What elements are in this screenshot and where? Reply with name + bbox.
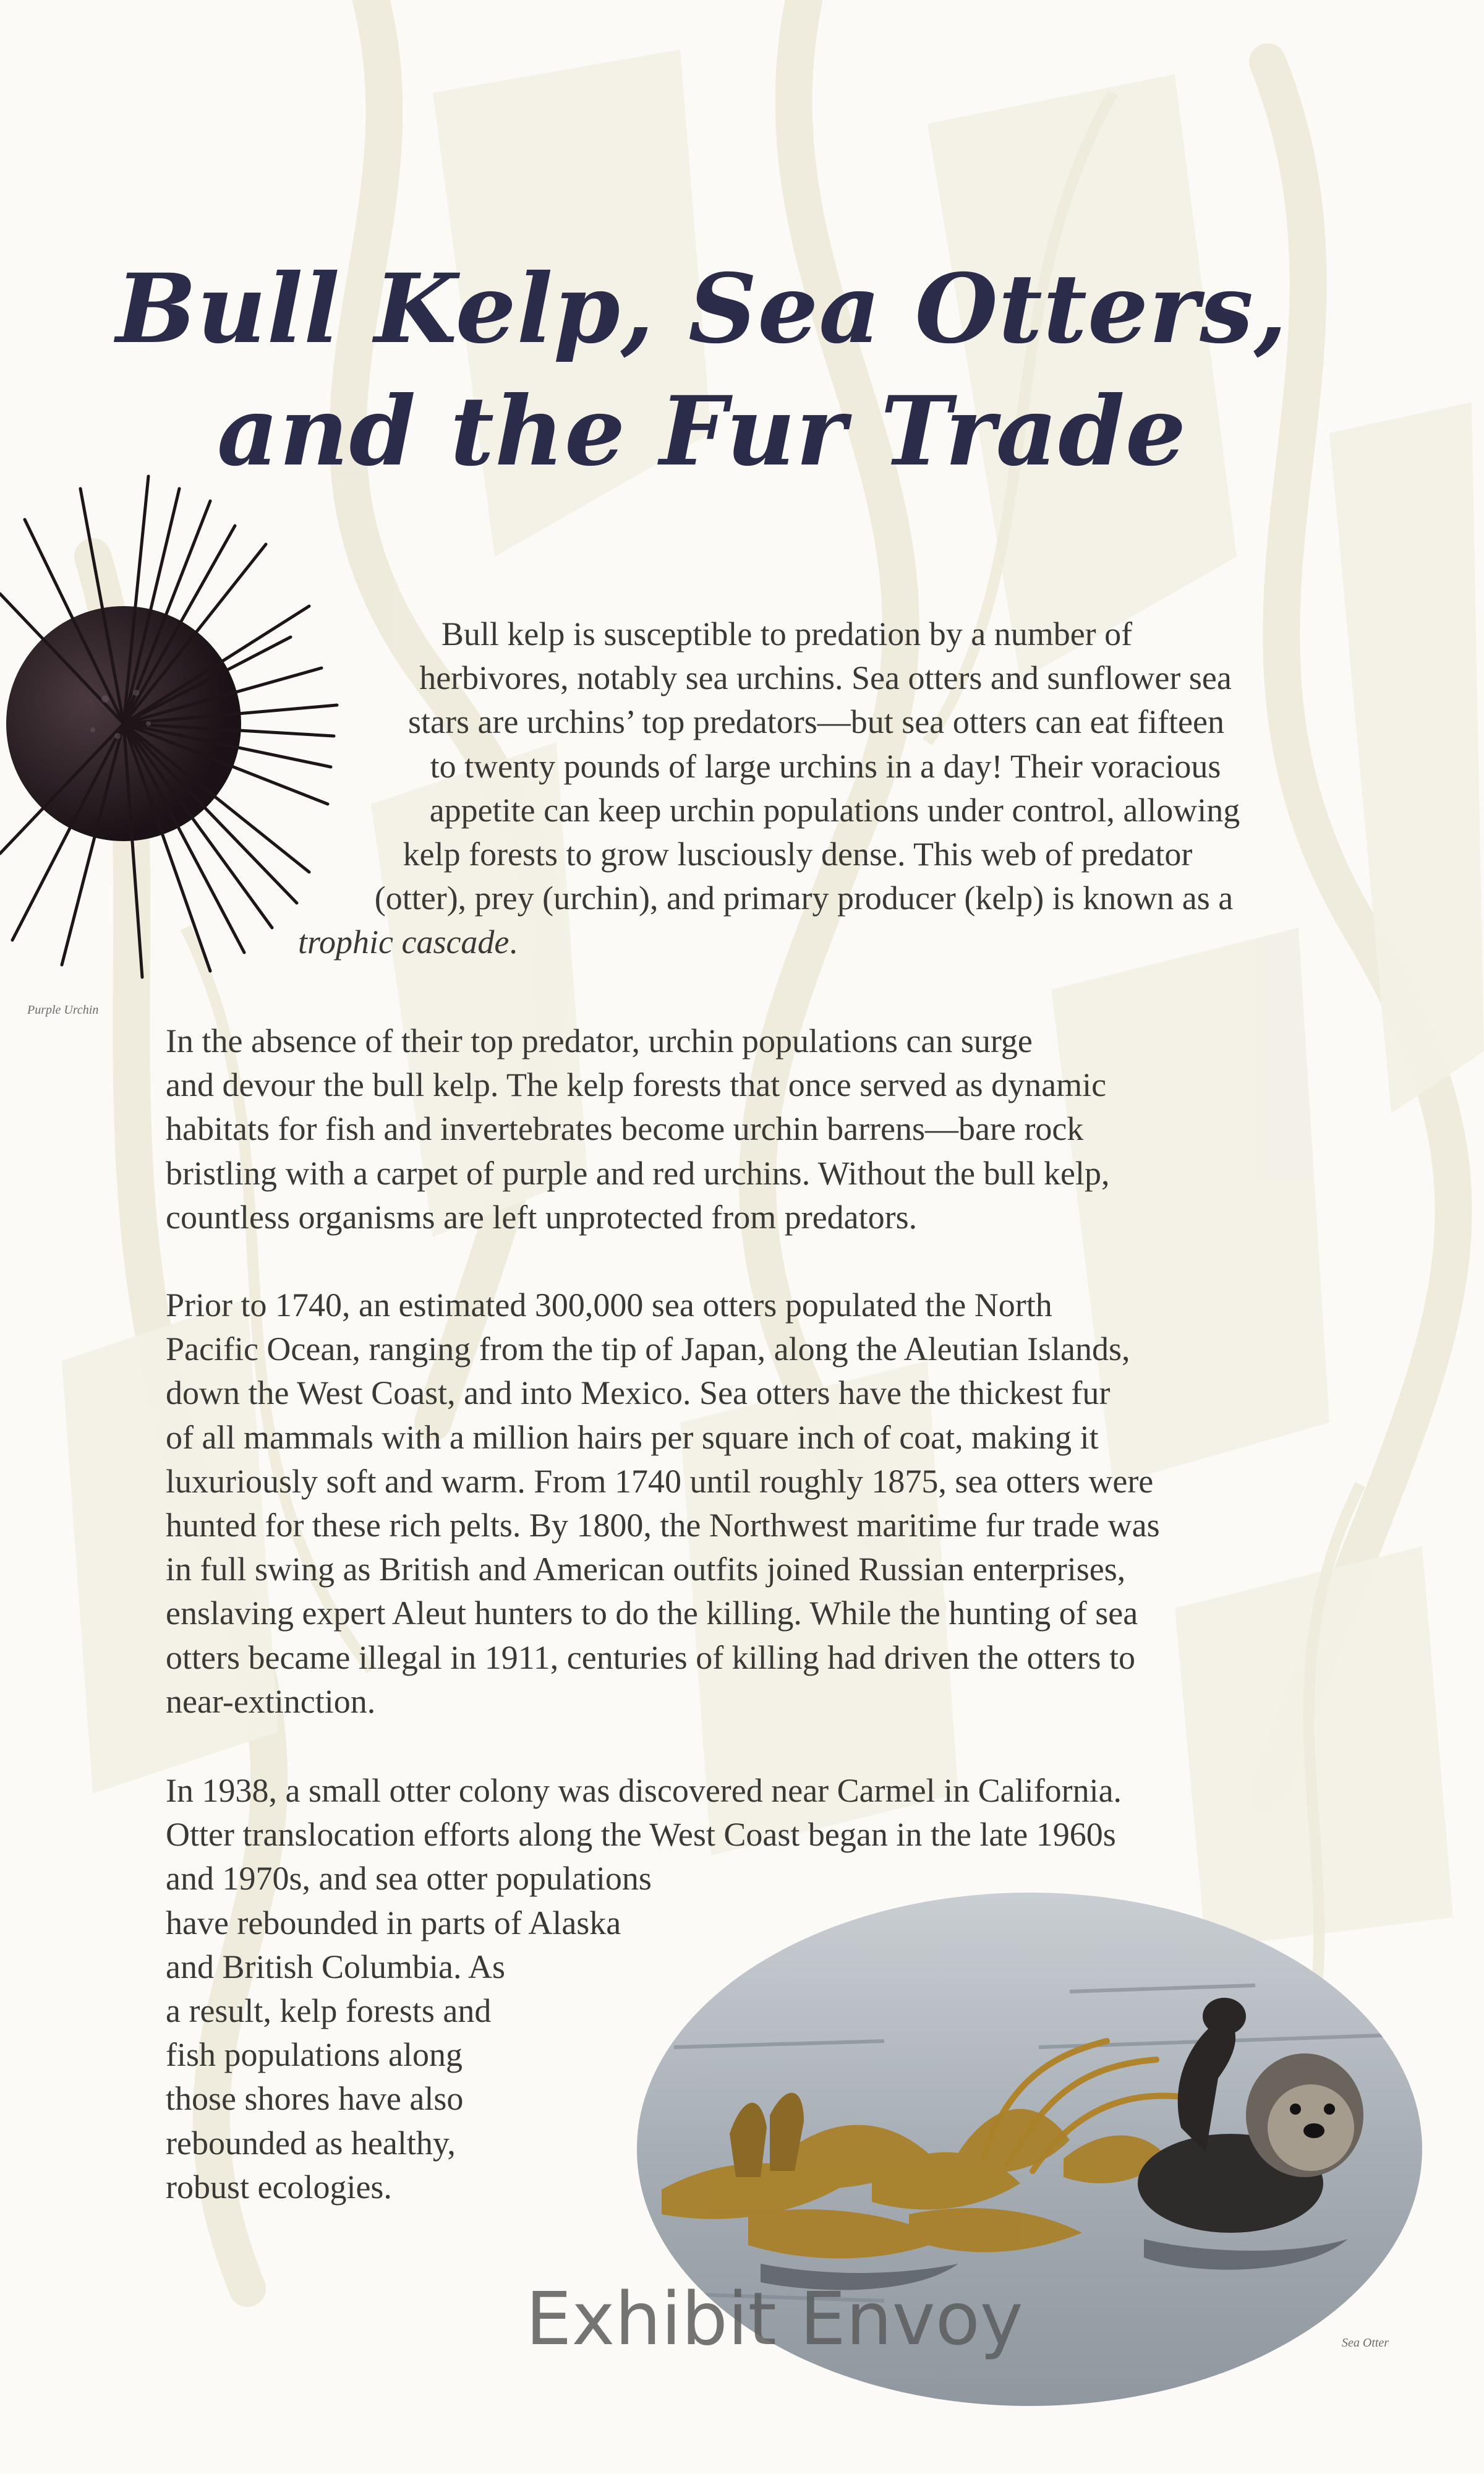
otter-caption: Sea Otter [1342,2336,1389,2350]
intro-period: . [509,923,518,961]
para2-line: habitats for fish and invertebrates become urchin barrens—bare rock [166,1110,1084,1148]
intro-line: herbivores, notably sea urchins. Sea otters and sunflower sea [419,659,1232,697]
para4-line: those shores have also [166,2080,464,2118]
para4-line: rebounded as healthy, [166,2124,456,2162]
para4-line: In 1938, a small otter colony was discovered near Carmel in California. [166,1772,1122,1809]
para3-line: Prior to 1740, an estimated 300,000 sea otters populated the North [166,1286,1052,1324]
para2-line: bristling with a carpet of purple and red urchins. Without the bull kelp, [166,1154,1110,1192]
para3-line: Pacific Ocean, ranging from the tip of Japan, along the Aleutian Islands, [166,1330,1130,1368]
page-title-line-2: and the Fur Trade [216,375,1187,487]
para3-line: luxuriously soft and warm. From 1740 until roughly 1875, sea otters were [166,1462,1154,1500]
intro-line: Bull kelp is susceptible to predation by a number of [441,615,1133,653]
paragraph-fur-trade [166,1283,1341,1724]
trophic-cascade-term: trophic cascade [298,923,510,961]
para2-line: and devour the bull kelp. The kelp forests that once served as dynamic [166,1066,1107,1104]
para4-line: Otter translocation efforts along the West Coast began in the late 1960s [166,1816,1116,1854]
paragraph-urchin-barrens [166,1019,1341,1239]
urchin-caption: Purple Urchin [27,1003,99,1017]
para3-line: hunted for these rich pelts. By 1800, the Northwest maritime fur trade was [166,1507,1160,1544]
para3-line: of all mammals with a million hairs per square inch of coat, making it [166,1418,1099,1456]
intro-last-line [298,920,793,964]
intro-line: stars are urchins’ top predators—but sea otters can eat fifteen [408,703,1224,741]
intro-line: to twenty pounds of large urchins in a day! Their voracious [430,747,1221,785]
exhibit-envoy-watermark: Exhibit Envoy [526,2276,1023,2361]
para3-line: otters became illegal in 1911, centuries of killing had driven the otters to [166,1638,1136,1676]
intro-paragraph [291,612,1342,920]
para3-line: near-extinction. [166,1682,376,1720]
para3-line: enslaving expert Aleut hunters to do the killing. While the hunting of sea [166,1594,1138,1632]
para4-line: and British Columbia. As [166,1948,506,1985]
intro-line: (otter), prey (urchin), and primary producer (kelp) is known as a [374,880,1234,917]
page-title-line-1: Bull Kelp, Sea Otters, [116,253,1288,365]
para3-line: down the West Coast, and into Mexico. Sea otters have the thickest fur [166,1374,1111,1412]
para3-line: in full swing as British and American outfits joined Russian enterprises, [166,1551,1126,1588]
para2-line: In the absence of their top predator, urchin populations can surge [166,1022,1033,1059]
para4-line: a result, kelp forests and [166,1992,492,2030]
para2-line: countless organisms are left unprotected from predators. [166,1198,918,1236]
para4-line: have rebounded in parts of Alaska [166,1904,621,1941]
para4-line: and 1970s, and sea otter populations [166,1860,652,1898]
intro-line: kelp forests to grow lusciously dense. This web of predator [403,836,1193,873]
para4-line: robust ecologies. [166,2168,392,2206]
para4-line: fish populations along [166,2036,463,2074]
intro-line: appetite can keep urchin populations under control, allowing [429,791,1240,829]
